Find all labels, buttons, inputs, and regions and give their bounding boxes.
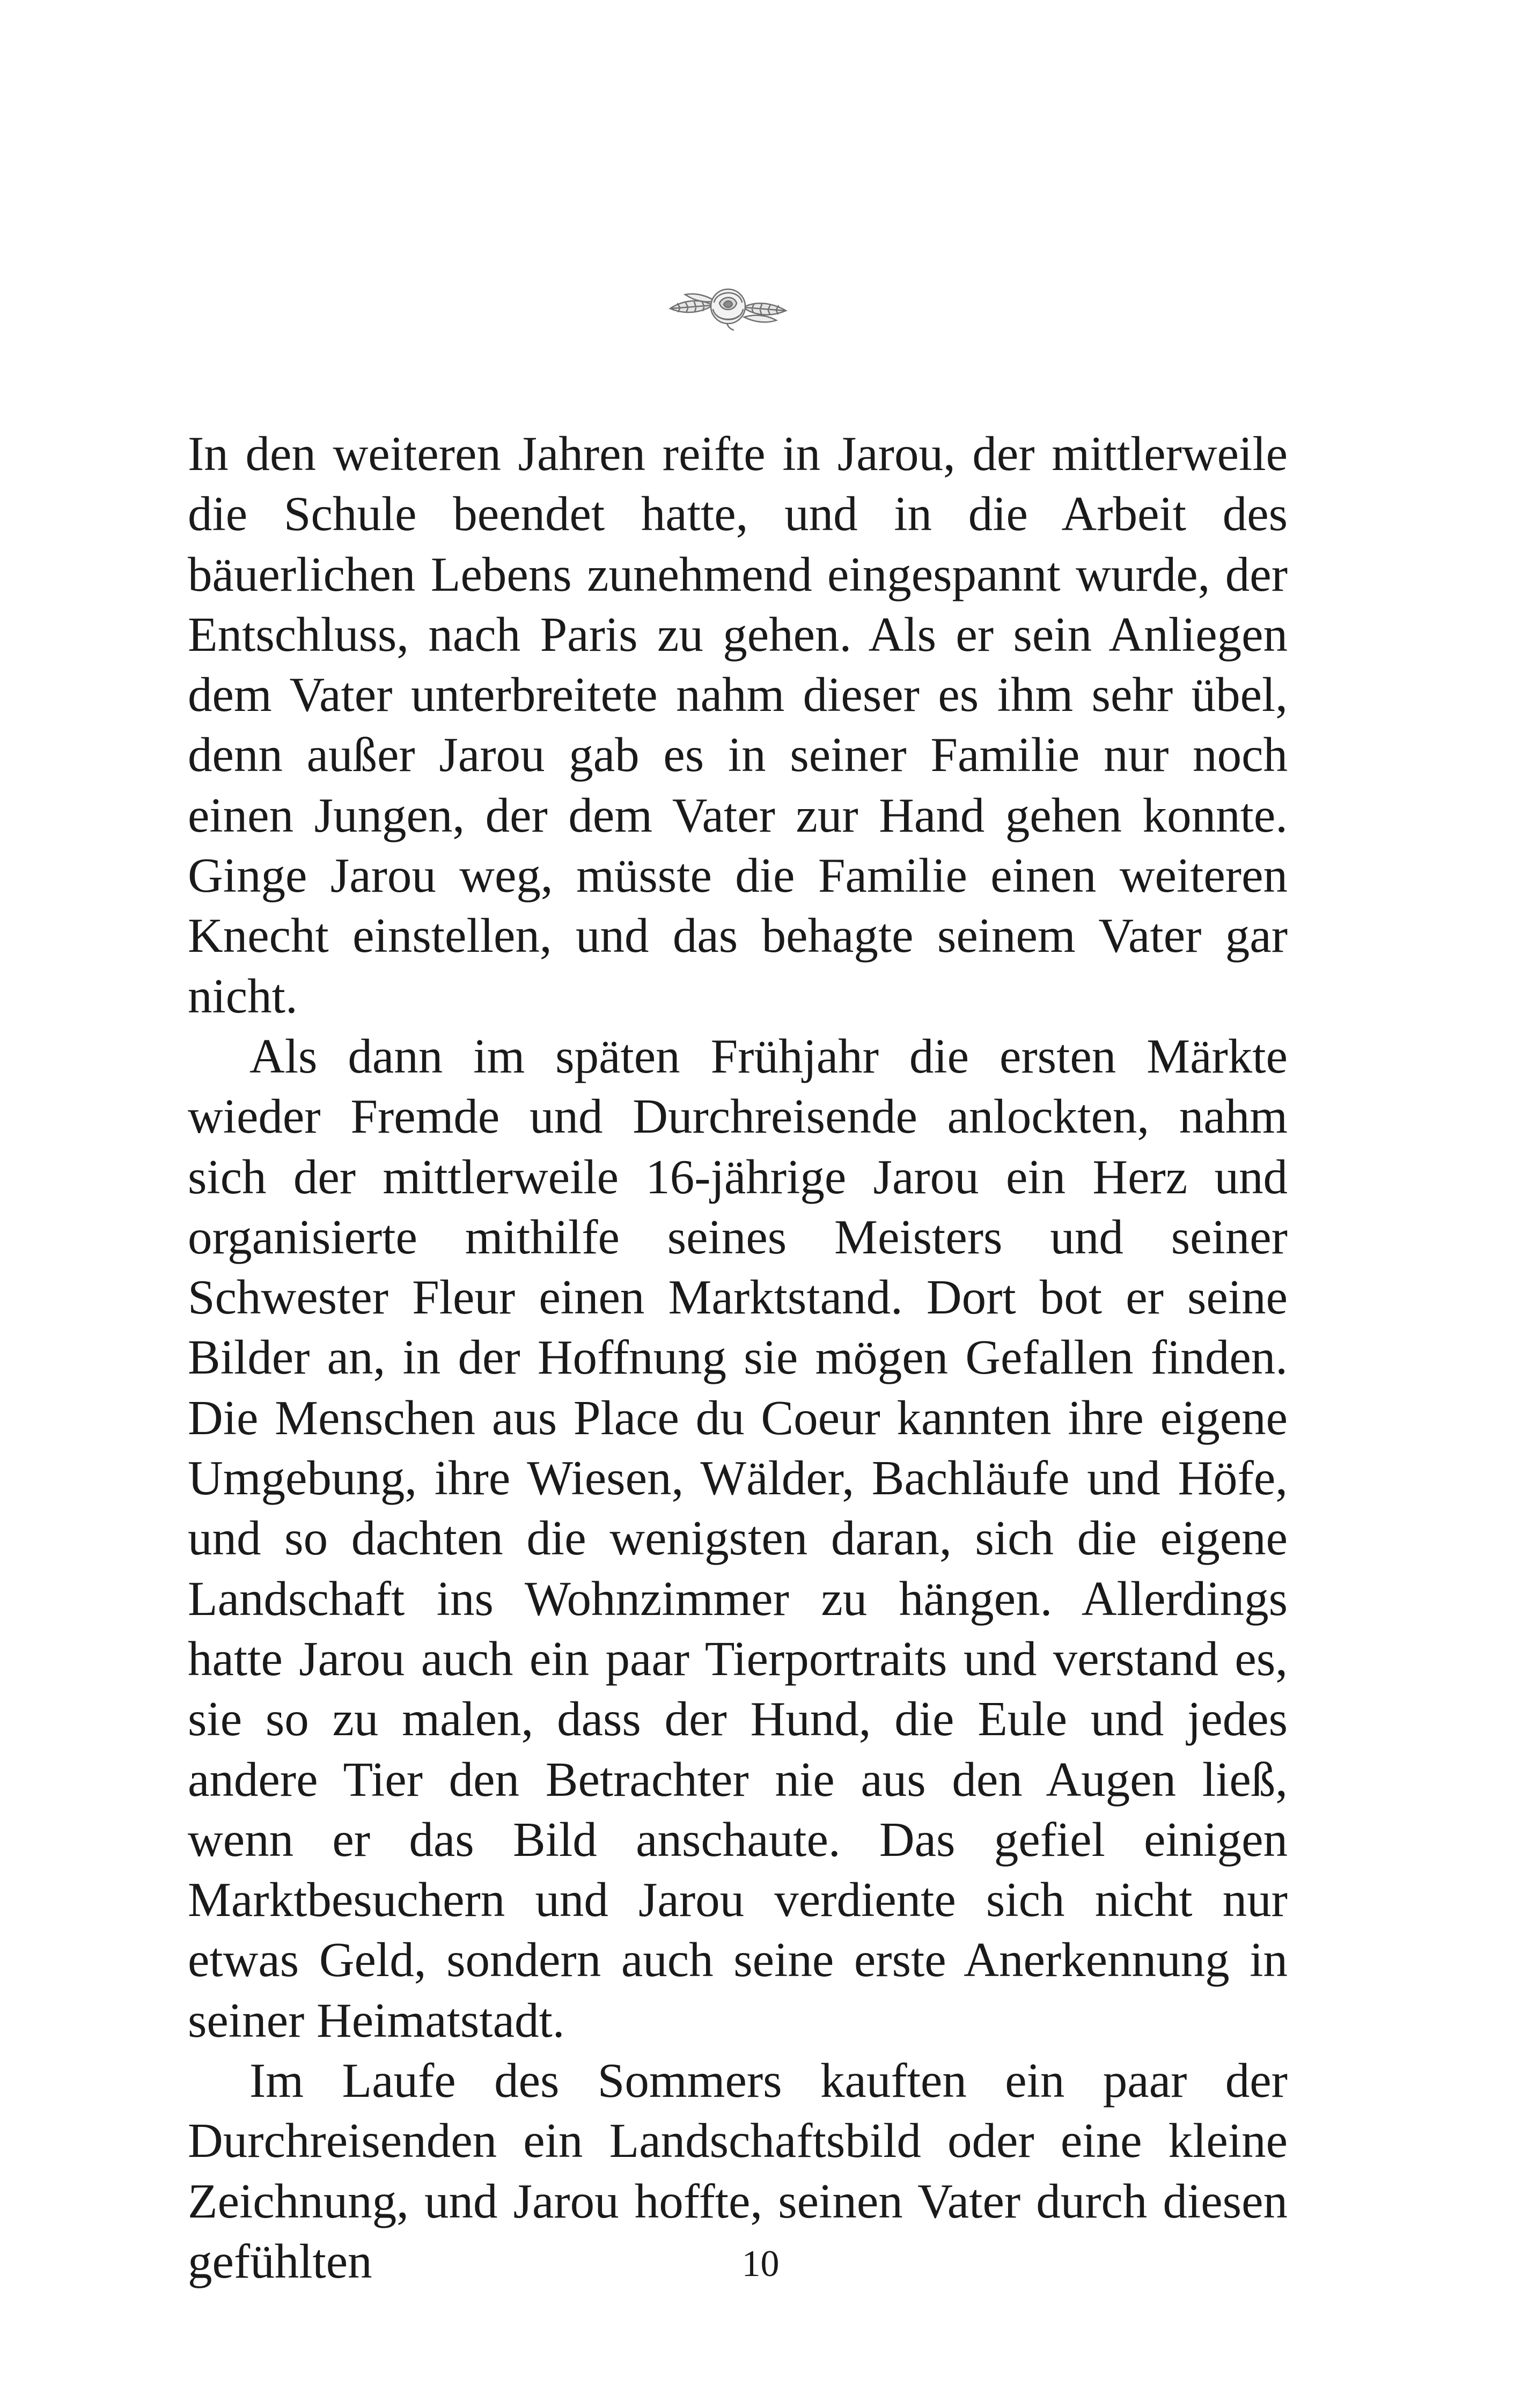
body-text [188,424,1288,2292]
rose-ornament-icon [664,271,792,341]
page-number: 10 [741,2243,780,2285]
paragraph: Im Laufe des Sommers kauften ein paar der Durchreisenden ein Landschaftsbild oder eine kleine Zeichnung, und Jarou hoffte, seinen Vater durch diesen gefühlten [188,2053,1288,2288]
paragraph: Als dann im späten Frühjahr die ersten Märkte wieder Fremde und Durchreisende anlockten, nahm sich der mittlerweile 16-jährige Jarou ein Herz und organisierte mithilfe seines Meisters und seiner Schwester Fleur einen Marktstand. Dort bot er seine Bilder an, in der Hoffnung sie mögen Gefallen finden. Die Menschen aus Place du Coeur kannten ihre eigene Umgebung, ihre Wiesen, Wälder, Bachläufe und Höfe, und so dachten die wenigsten daran, sich die eigene Landschaft ins Wohnzimmer zu hängen. Allerdings hatte Jarou auch ein paar Tierportraits und verstand es, sie so zu malen, dass der Hund, die Eule und jedes andere Tier den Betrachter nie aus den Augen ließ, wenn er das Bild anschaute. Das gefiel einigen Marktbesuchern und Jarou verdiente sich nicht nur etwas Geld, sondern auch seine erste Anerkennung in seiner Heimatstadt. [188,1029,1288,2047]
paragraph: In den weiteren Jahren reifte in Jarou, der mittlerweile die Schule beendet hatte, und in die Arbeit des bäuerlichen Lebens zunehmend eingespannt wurde, der Entschluss, nach Paris zu gehen. Als er sein Anliegen dem Vater unterbreitete nahm dieser es ihm sehr übel, denn außer Jarou gab es in seiner Familie nur noch einen Jungen, der dem Vater zur Hand gehen konnte. Ginge Jarou weg, müsste die Familie einen weiteren Knecht einstellen, und das behagte seinem Vater gar nicht. [188,427,1288,1023]
